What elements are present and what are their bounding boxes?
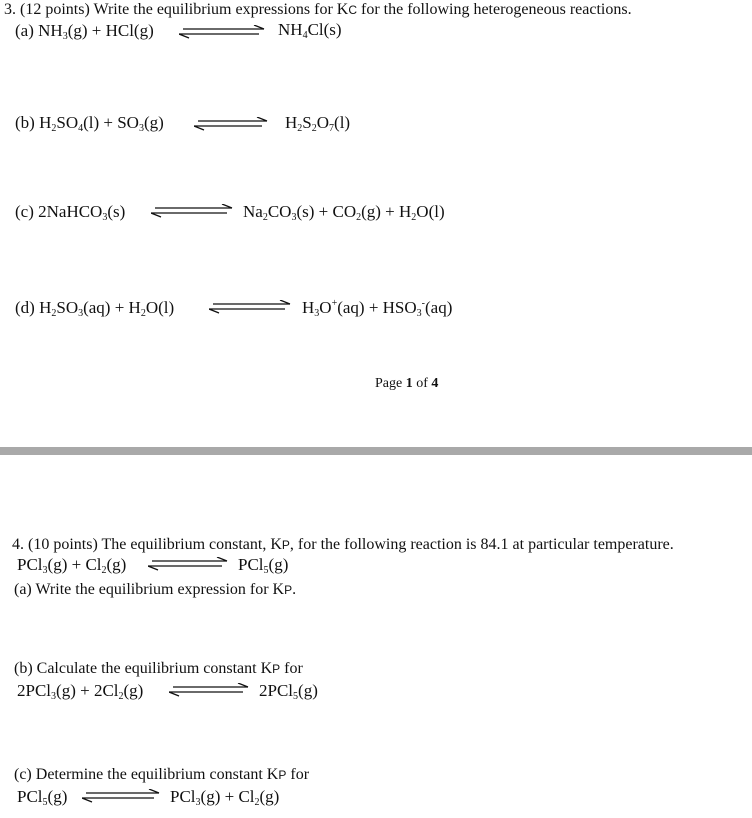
q4-part-a: (a) Write the equilibrium expression for KP. [14, 581, 297, 598]
equilibrium-arrow-icon [179, 25, 265, 39]
question-4-header: 4. (10 points) The equilibrium constant, KP, for the following reaction is 84.1 at particular temperature. [12, 536, 674, 553]
equilibrium-arrow-icon [169, 683, 249, 697]
reaction-a-products: $NH_4Cl(s)$ [278, 20, 342, 41]
q4-equation-reactants: $PCl_3(g) + Cl_2(g)$ [17, 555, 127, 576]
q4-equation-products: PCl$_5$(g) [238, 555, 289, 576]
equilibrium-arrow-icon [194, 117, 268, 131]
reaction-d-reactants: (d) $H_2SO_3(aq) + H_2O(l)$ [15, 298, 175, 319]
q4-b-products: 2PCl$_5$(g) [259, 681, 318, 702]
reaction-a-reactants: (a) $NH_3(g) + HCl(g)$ [15, 21, 154, 42]
q4-part-b: (b) Calculate the equilibrium constant KP for [14, 660, 303, 677]
page-divider [0, 447, 752, 455]
equilibrium-arrow-icon [209, 300, 291, 314]
q4-part-c: (c) Determine the equilibrium constant KP for [14, 766, 310, 783]
question-3-header: 3. (12 points) Write the equilibrium expressions for KC for the following heterogeneous reactions. [4, 1, 632, 18]
reaction-c-products: $Na_2CO_3(s) + CO_2(g) + H_2O(l)$ [243, 202, 445, 223]
reaction-b-products: $H_2S_2O_7(l)$ [285, 113, 351, 134]
equilibrium-arrow-icon [148, 557, 228, 571]
q4-c-products: $PCl_3(g) + Cl_2(g)$ [170, 787, 280, 808]
q4-b-reactants: $2PCl_3(g) + 2Cl_2(g)$ [17, 681, 144, 702]
equilibrium-arrow-icon [151, 204, 233, 218]
document-page-2 [0, 455, 752, 818]
reaction-c-reactants: (c) 2NaHCO$_3$(s) [15, 202, 126, 223]
reaction-d-products: $H_3O^+(aq) + HSO_3^-(aq)$ [302, 298, 453, 319]
equilibrium-arrow-icon [82, 789, 160, 803]
q4-c-reactants: PCl$_5$(g) [17, 787, 68, 808]
reaction-b-reactants: (b) $H_2SO_4(l) + SO_3(g)$ [15, 113, 164, 134]
page-number: Page 1 of 4 [375, 376, 439, 391]
